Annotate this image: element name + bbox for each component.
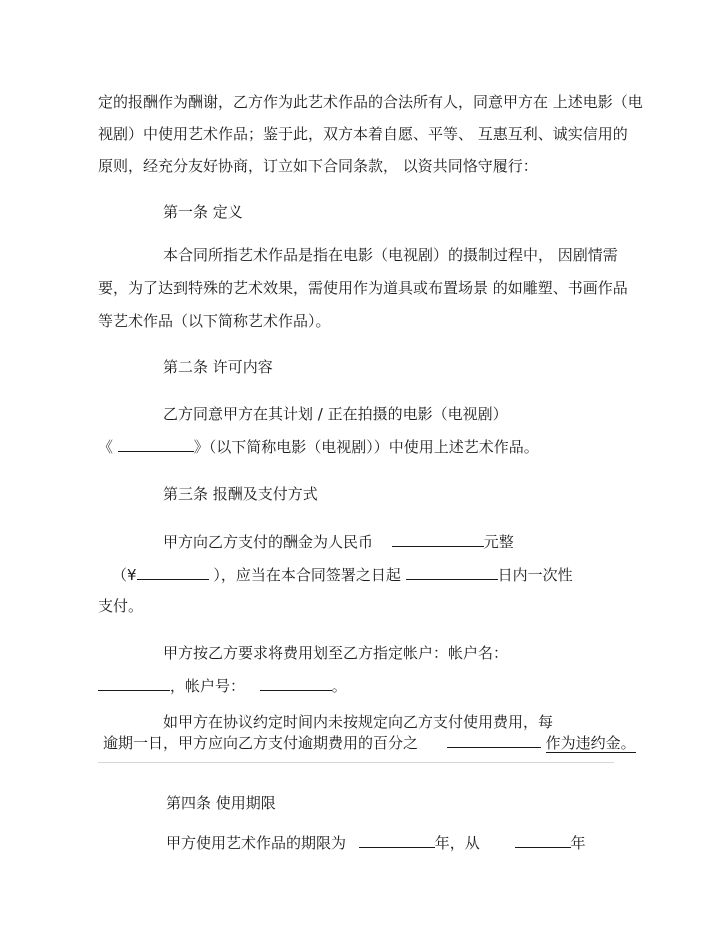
usage-period-label: 甲方使用艺术作品的期限为 <box>166 834 347 852</box>
book-title-open: 《 <box>98 438 114 456</box>
article-2-line-2 <box>98 437 539 457</box>
usage-from-label: 年，从 <box>434 834 480 852</box>
fee-amount-blank[interactable] <box>392 532 484 547</box>
article-1-line-1: 本合同所指艺术作品是指在电影（电视剧）的摄制过程中， 因剧情需 <box>163 246 618 264</box>
fee-unit-label: 元整 <box>483 533 514 551</box>
fee-amount-label: 甲方向乙方支付的酬金为人民币 <box>163 533 374 551</box>
account-line <box>98 676 347 696</box>
payment-line-end: 支付。 <box>98 597 144 615</box>
payment-lump-label: 日内一次性 <box>497 566 573 584</box>
article-1-line-3: 等艺术作品（以下简称艺术作品）。 <box>98 312 331 330</box>
article-2-line-1: 乙方同意甲方在其计划 / 正在拍摄的电影（电视剧） <box>163 405 508 423</box>
film-title-blank[interactable] <box>118 437 194 452</box>
fee-amount-line <box>163 532 514 552</box>
penalty-percentage-blank[interactable] <box>447 733 541 748</box>
article-2-heading: 第二条 许可内容 <box>163 358 273 376</box>
account-instruction-line: 甲方按乙方要求将费用划至乙方指定帐户：帐户名： <box>163 644 509 662</box>
account-line-period: 。 <box>331 677 347 695</box>
payment-days-blank[interactable] <box>406 565 498 580</box>
article-3-heading: 第三条 报酬及支付方式 <box>163 485 318 503</box>
payment-deadline-label: ），应当在本合同签署之日起 <box>213 566 401 584</box>
penalty-percentage-label: 逾期一日，甲方应向乙方支付逾期费用的百分之 <box>103 734 419 752</box>
film-title-close: 》（以下简称电影（电视剧））中使用上述艺术作品。 <box>193 438 539 456</box>
article-4-heading: 第四条 使用期限 <box>166 794 276 812</box>
fee-figure-blank[interactable] <box>137 565 209 580</box>
penalty-line-1: 如甲方在协议约定时间内未按规定向乙方支付使用费用，每 <box>163 713 554 731</box>
account-number-blank[interactable] <box>260 676 332 691</box>
penalty-line-2 <box>103 733 636 753</box>
intro-line-3: 原则，经充分友好协商，订立如下合同条款， 以资共同恪守履行： <box>98 157 538 175</box>
intro-line-2: 视剧）中使用艺术作品；鉴于此，双方本着自愿、平等、 互惠互利、诚实信用的 <box>98 125 628 143</box>
usage-year-label: 年 <box>570 834 586 852</box>
usage-years-blank[interactable] <box>359 833 435 848</box>
account-name-blank[interactable] <box>98 676 170 691</box>
yuan-symbol-label: （¥ <box>112 566 137 584</box>
payment-deadline-line <box>112 565 573 585</box>
penalty-result-label: 作为违约金。 <box>545 734 636 752</box>
article-1-heading: 第一条 定义 <box>163 203 243 221</box>
section-divider <box>98 762 614 763</box>
account-number-label: ，帐户号： <box>170 677 246 695</box>
article-1-line-2: 要，为了达到特殊的艺术效果，需使用作为道具或布置场景 的如雕塑、书画作品 <box>98 279 628 297</box>
usage-start-year-blank[interactable] <box>515 833 571 848</box>
usage-period-line <box>166 833 586 853</box>
intro-line-1: 定的报酬作为酬谢，乙方作为此艺术作品的合法所有人，同意甲方在 上述电影（电 <box>98 93 643 111</box>
